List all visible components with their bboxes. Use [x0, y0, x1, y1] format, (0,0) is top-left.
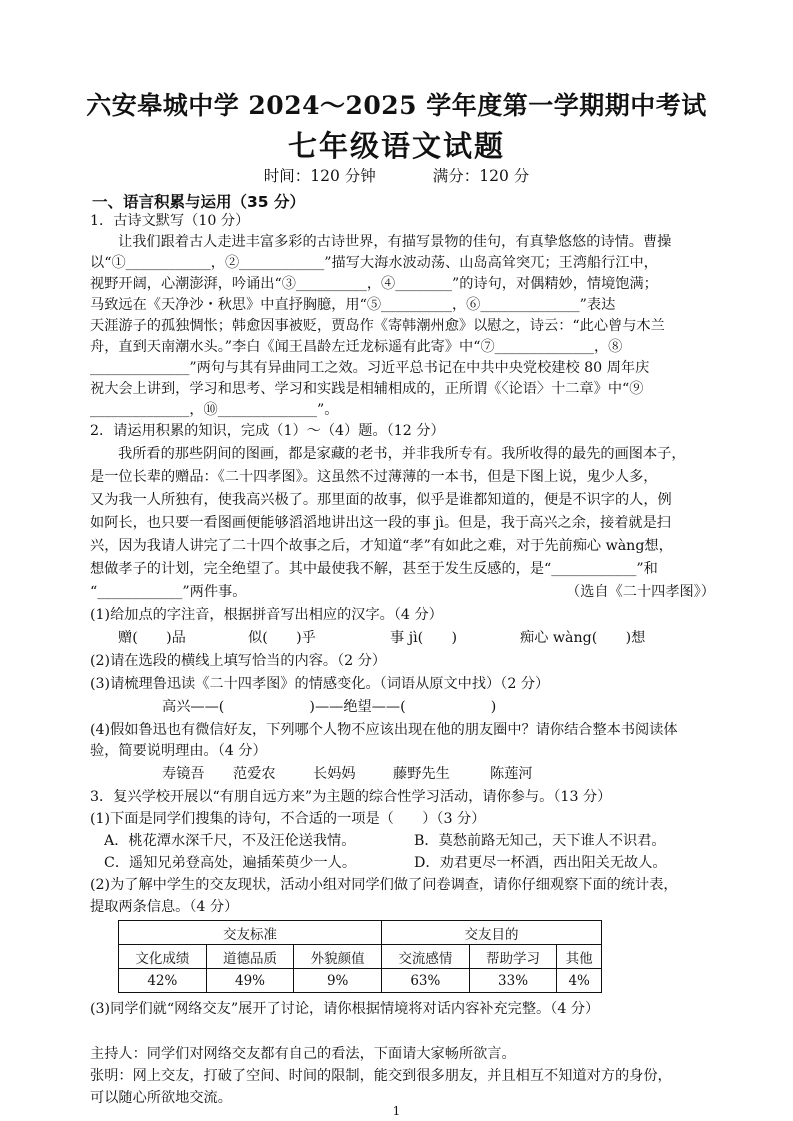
- exam-info: [0, 164, 793, 186]
- person-option: 寿镜吾: [162, 766, 205, 782]
- page-number: 1: [392, 1104, 401, 1118]
- table-header-cell: 外貌颜值: [294, 945, 382, 969]
- q2-passage-line: 如阿长，也只要一看图画便能够滔滔地讲出这一段的事 jì。但是，我于高兴之余，接着就是扫: [90, 515, 671, 531]
- q3-option-c: C．遥知兄弟登高处，遍插茱萸少一人。: [104, 855, 357, 871]
- dialogue-host: 主持人：同学们对网络交友都有自己的看法，下面请大家畅所欲言。: [90, 1046, 516, 1062]
- q3-sub2: 提取两条信息。（4 分）: [90, 899, 239, 915]
- q2-sub4: 验，简要说明理由。（4 分）: [90, 743, 267, 759]
- q3-title: 3．复兴学校开展以“有朋自远方来”为主题的综合性学习活动，请你参与。（13 分）: [90, 789, 612, 805]
- q1-title: 1．古诗文默写（10 分）: [90, 213, 250, 229]
- table-header-cell: 道德品质: [206, 945, 294, 969]
- table-header-cell: 帮助学习: [469, 945, 557, 969]
- q1-line: 祝大会上讲到，学习和思考、学习和实践是相辅相成的，正所谓《〈论语〉十二章》中“⑨: [90, 381, 644, 397]
- q2-source: （选自《二十四孝图》）: [566, 584, 715, 600]
- q1-line: 马致远在《天净沙・秋思》中直抒胸臆，用“⑤__________，⑥______________”表达: [90, 297, 616, 313]
- q1-line: 以“①____________，②____________”描写大海水波动荡、山岛高耸突兀；王湾船行江中，: [90, 255, 658, 271]
- q2-passage-line: 是一位长辈的赠品：《二十四孝图》。这虽然不过薄薄的一本书，但是下图上说，鬼少人多，: [90, 469, 658, 485]
- q3-sub1: (1)下面是同学们搜集的诗句，不合适的一项是（ ）（3 分）: [90, 811, 486, 827]
- dialogue-zhang: 可以随心所欲地交流。: [90, 1090, 232, 1106]
- q2-sub1-item: 痴心 wàng( )想: [520, 630, 646, 646]
- table-header-cell: 文化成绩: [119, 945, 207, 969]
- table-cell: 33%: [469, 969, 557, 993]
- table-header-row: [119, 945, 602, 969]
- q3-sub2: (2)为了解中学生的交友现状，活动小组对同学们做了问卷调查，请你仔细观察下面的统计表，: [90, 877, 678, 893]
- exam-title: 六安皋城中学 2024～2025 学年度第一学期期中考试: [86, 91, 707, 120]
- q3-sub3: (3)同学们就“网络交友”展开了讨论，请你根据情境将对话内容补充完整。（4 分）: [90, 1001, 600, 1017]
- q2-title: 2．请运用积累的知识，完成（1）～（4）题。（12 分）: [90, 423, 445, 439]
- table-cell: 49%: [206, 969, 294, 993]
- table-header-cell: 其他: [557, 945, 602, 969]
- q2-sub1-item: 似( )乎: [248, 630, 316, 646]
- q1-line: 天涯游子的孤独惆怅；韩愈因事被贬，贾岛作《寄韩潮州愈》以慰之，诗云：“此心曾与木兰: [90, 318, 665, 334]
- section-title: 一、语言积累与运用（35 分）: [92, 193, 305, 211]
- q2-passage-line: 我所看的那些阴间的图画，都是家藏的老书，并非我所专有。我所收得的最先的画图本子，: [118, 446, 686, 462]
- q2-passage-line: 又为我一人所独有，使我高兴极了。那里面的故事，似乎是谁都知道的，便是不识字的人，例: [90, 492, 672, 508]
- exam-time: 时间：120 分钟: [263, 167, 376, 185]
- q3-option-a: A．桃花潭水深千尺，不及汪伦送我情。: [104, 833, 356, 849]
- q2-sub4: (4)假如鲁迅也有微信好友，下列哪个人物不应该出现在他的朋友圈中？请你结合整本书阅读体: [90, 722, 678, 738]
- q1-line: 舟，直到天南潮水头。”李白《闻王昌龄左迁龙标遥有此寄》中“⑦______________，⑧: [90, 339, 623, 355]
- q1-line: ______________，⑩______________”。: [90, 402, 339, 418]
- q1-line: 视野开阔，心潮澎湃，吟诵出“③__________，④________”的诗句，对偶精妙，情境饱满；: [90, 276, 658, 292]
- table-cell: 42%: [119, 969, 207, 993]
- survey-table: [118, 920, 602, 993]
- dialogue-zhang: 张明：网上交友，打破了空间、时间的限制，能交到很多朋友，并且相互不知道对方的身份，: [90, 1068, 672, 1084]
- table-group-row: [119, 921, 602, 945]
- q2-sub1-item: 赠( )品: [118, 630, 186, 646]
- table-group-header: 交友目的: [382, 921, 602, 945]
- q3-option-d: D．劝君更尽一杯酒，西出阳关无故人。: [414, 855, 667, 871]
- q3-option-b: B．莫愁前路无知己，天下谁人不识君。: [414, 833, 666, 849]
- q2-sub3: (3)请梳理鲁迅读《二十四孝图》的情感变化。（词语从原文中找）（2 分）: [90, 676, 550, 692]
- table-cell: 63%: [382, 969, 470, 993]
- q2-passage-line: “____________”两件事。: [90, 584, 247, 600]
- table-cell: 4%: [557, 969, 602, 993]
- q2-sub2: (2)请在选段的横线上填写恰当的内容。（2 分）: [90, 653, 387, 669]
- person-option: 长妈妈: [313, 766, 356, 782]
- q2-passage-line: 兴，因为我请人讲完了二十四个故事之后，才知道“孝”有如此之难，对于先前痴心 wàng想，: [90, 538, 673, 554]
- table-cell: 9%: [294, 969, 382, 993]
- exam-subtitle: 七年级语文试题: [287, 129, 505, 163]
- q1-line: ______________”两句与其有异曲同工之效。习近平总书记在中共中央党校建校 80 周年庆: [90, 360, 650, 376]
- exam-score: 满分：120 分: [432, 167, 530, 185]
- q2-sub1-item: 事 jì( ): [390, 630, 458, 646]
- table-header-cell: 交流感情: [382, 945, 470, 969]
- q2-sub1: (1)给加点的字注音，根据拼音写出相应的汉字。（4 分）: [90, 607, 443, 623]
- q2-sub3-line: 高兴——( )——绝望——( ): [162, 699, 497, 715]
- person-option: 范爱农: [233, 766, 276, 782]
- table-row: [119, 969, 602, 993]
- person-option: 陈莲河: [490, 766, 533, 782]
- q2-passage-line: 想做孝子的计划，完全绝望了。其中最使我不解，甚至于发生反感的，是“____________”和: [90, 561, 658, 577]
- q1-line: 让我们跟着古人走进丰富多彩的古诗世界，有描写景物的佳句，有真挚悠悠的诗情。曹操: [118, 234, 672, 250]
- person-option: 藤野先生: [393, 766, 450, 782]
- table-group-header: 交友标准: [119, 921, 382, 945]
